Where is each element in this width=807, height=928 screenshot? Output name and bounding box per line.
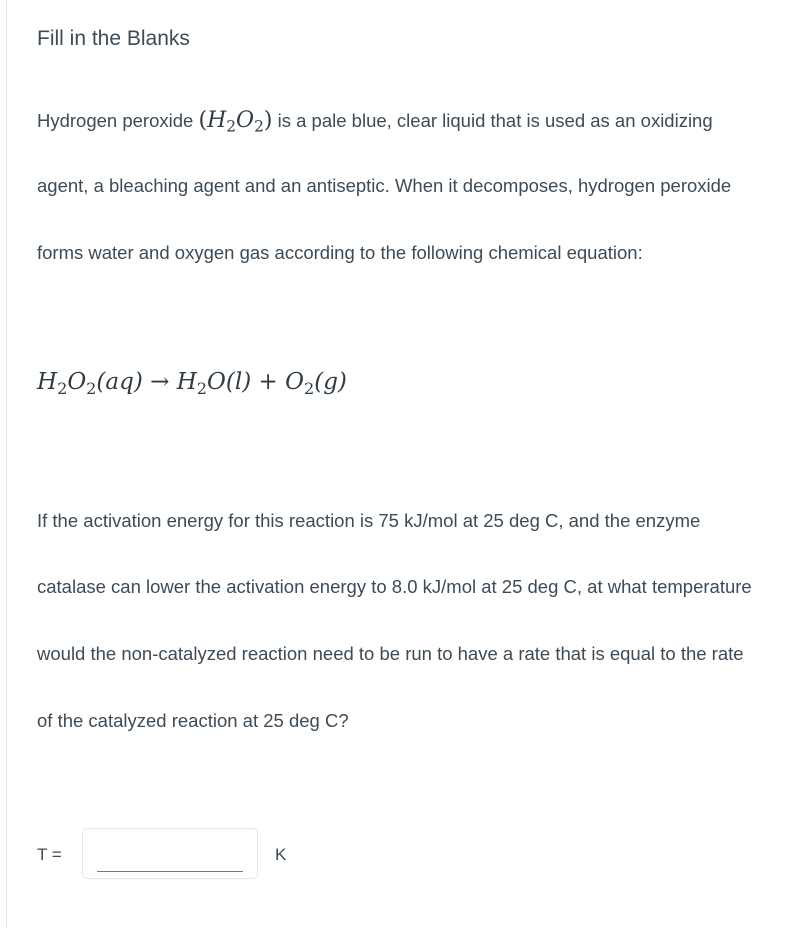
formula-h-sub: 2 — [226, 117, 237, 136]
paragraph2-line4: of the catalyzed reaction at 25 deg C? — [37, 710, 349, 731]
formula-close-paren: ) — [263, 108, 273, 133]
reaction-arrow-icon: → — [142, 369, 177, 395]
formula-o: O — [236, 108, 255, 133]
temperature-label: T = — [37, 845, 62, 864]
paragraph1-line1 — [37, 108, 713, 136]
paragraph2-line1: If the activation energy for this reaction is 75 kJ/mol at 25 deg C, and the enzyme — [37, 510, 701, 531]
paragraph1-line1-before: Hydrogen peroxide — [37, 110, 199, 131]
eq-product1-h-sub: 2 — [196, 378, 208, 398]
eq-reactant-o-sub: 2 — [86, 378, 97, 398]
eq-plus: + — [251, 369, 286, 395]
unit-label: K — [275, 845, 287, 864]
eq-product1-o: O — [207, 369, 226, 395]
eq-product2-state: (g) — [314, 369, 347, 395]
paragraph1-line1-after: is a pale blue, clear liquid that is used as an oxidizing — [272, 110, 713, 131]
formula-h: H — [207, 108, 227, 133]
eq-reactant-o: O — [67, 369, 87, 395]
chemical-equation — [37, 369, 347, 398]
h2o2-formula — [198, 108, 273, 136]
eq-reactant-h: H — [37, 369, 58, 395]
temperature-input[interactable] — [97, 839, 243, 872]
formula-o-sub: 2 — [254, 117, 264, 136]
eq-reactant-h-sub: 2 — [57, 378, 68, 398]
paragraph2-line3: would the non-catalyzed reaction need to be run to have a rate that is equal to the rate — [37, 643, 744, 664]
eq-product1-h: H — [176, 369, 197, 395]
eq-product1-state: (l) — [225, 369, 252, 395]
answer-box[interactable] — [82, 828, 258, 879]
left-border — [6, 0, 7, 928]
formula-open-paren: ( — [198, 108, 208, 133]
question-title: Fill in the Blanks — [37, 27, 190, 50]
eq-product2-o: O — [285, 369, 304, 395]
eq-reactant-state: (aq) — [96, 369, 143, 395]
paragraph1-line2: agent, a bleaching agent and an antiseptic. When it decomposes, hydrogen peroxide — [37, 175, 732, 196]
paragraph1-line3: forms water and oxygen gas according to the following chemical equation: — [37, 242, 643, 263]
eq-product2-o-sub: 2 — [303, 378, 315, 398]
paragraph2-line2: catalase can lower the activation energy to 8.0 kJ/mol at 25 deg C, at what temperature — [37, 576, 752, 597]
